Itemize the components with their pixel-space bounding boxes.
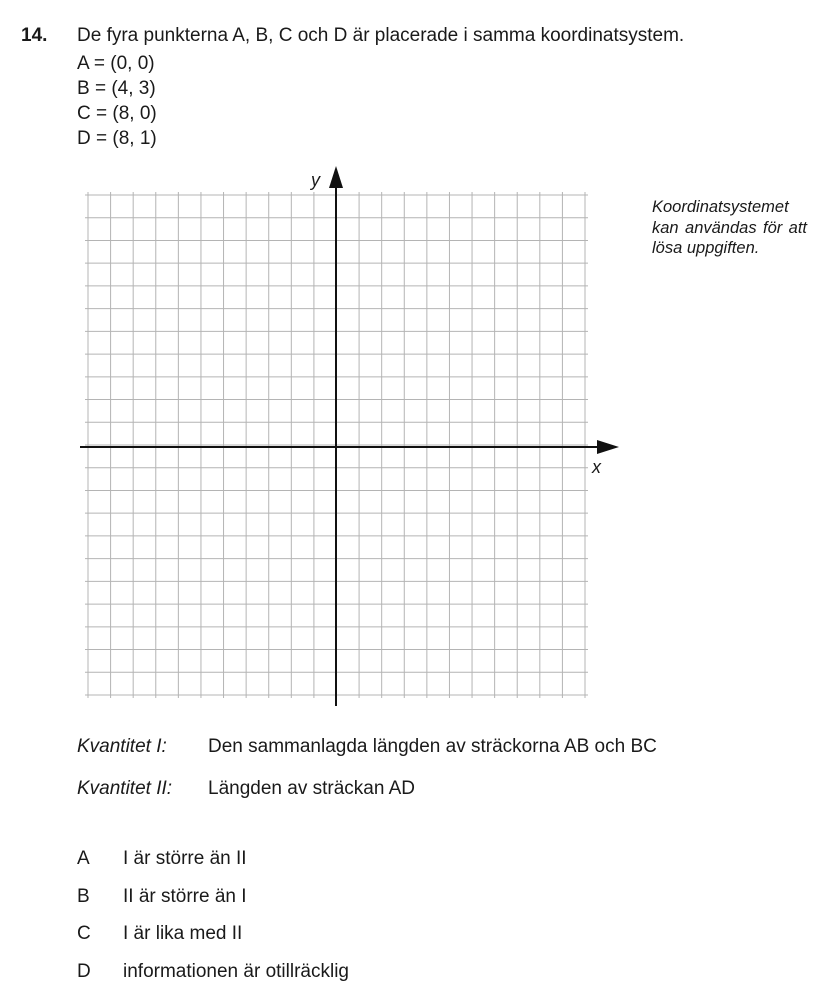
option-c-text: I är lika med II: [123, 923, 243, 944]
option-a-text: I är större än II: [123, 848, 247, 869]
point-c: C = (8, 0): [77, 103, 157, 124]
option-a-letter: A: [77, 848, 90, 869]
x-axis-label: x: [592, 457, 601, 477]
point-d: D = (8, 1): [77, 128, 157, 149]
option-c-letter: C: [77, 923, 91, 944]
question-text: De fyra punkterna A, B, C och D är placerade i samma koordinatsystem.: [77, 25, 685, 46]
y-axis-arrowhead: [329, 166, 343, 188]
point-a: A = (0, 0): [77, 53, 155, 74]
point-b: B = (4, 3): [77, 78, 156, 99]
quantity-1-text: Den sammanlagda längden av sträckorna AB och BC: [208, 736, 657, 757]
x-axis-arrowhead: [597, 440, 619, 454]
y-axis-label: y: [311, 170, 320, 190]
option-b-text: II är större än I: [123, 885, 247, 907]
option-b-letter: B: [77, 885, 90, 907]
quantity-2-text: Längden av sträckan AD: [208, 778, 416, 799]
question-number: 14.: [21, 25, 48, 46]
quantity-1-label: Kvantitet I:: [77, 736, 167, 757]
axes: [80, 166, 619, 706]
coordinate-system-note: Koordinatsystemet kan användas för att lösa uppgiften.: [652, 198, 807, 257]
quantity-2-label: Kvantitet II:: [77, 778, 173, 799]
option-d-text: informationen är otillräcklig: [123, 960, 349, 982]
option-d-letter: D: [77, 960, 91, 982]
